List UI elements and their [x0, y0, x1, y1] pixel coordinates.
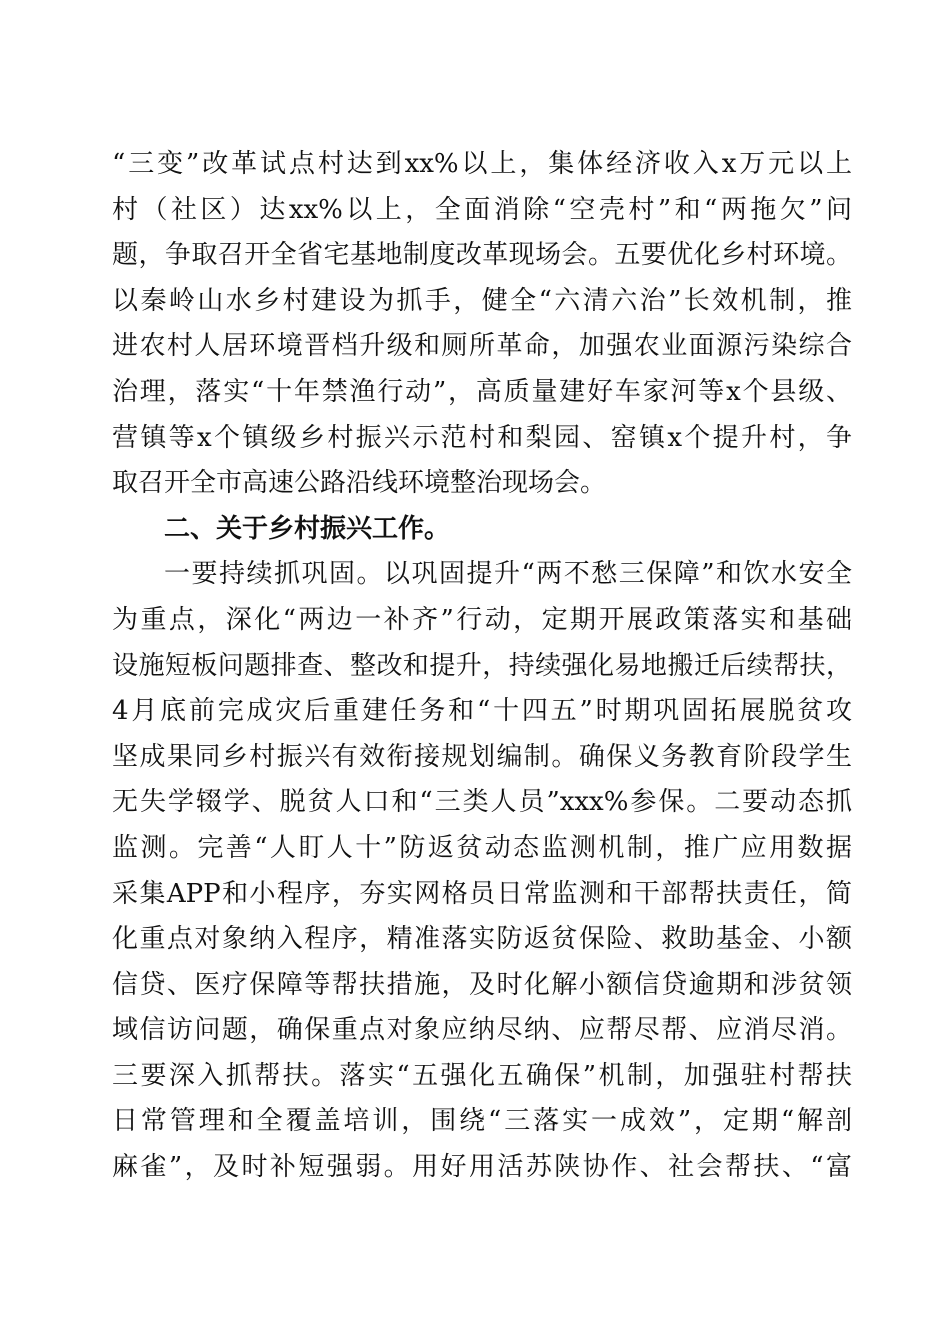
text-line: 一要持续抓巩固。以巩固提升“两不愁三保障”和饮水安全: [164, 559, 852, 590]
text-line: 采集APP和小程序，夯实网格员日常监测和干部帮扶责任，简: [112, 878, 852, 909]
text-line: 以秦岭山水乡村建设为抓手，健全“六清六治”长效机制，推: [112, 285, 852, 316]
text-line: 题，争取召开全省宅基地制度改革现场会。五要优化乡村环境。: [112, 240, 852, 271]
text-line: 三要深入抓帮扶。落实“五强化五确保”机制，加强驻村帮扶: [112, 1060, 852, 1091]
text-line: 进农村人居环境晋档升级和厕所革命，加强农业面源污染综合: [112, 331, 852, 362]
text-line: 麻雀”，及时补短强弱。用好用活苏陕协作、社会帮扶、“富: [112, 1152, 852, 1183]
text-line: 4月底前完成灾后重建任务和“十四五”时期巩固拓展脱贫攻: [112, 696, 852, 727]
text-line: “三变”改革试点村达到xx%以上，集体经济收入x万元以上: [112, 149, 852, 179]
text-line: 域信访问题，确保重点对象应纳尽纳、应帮尽帮、应消尽消。: [112, 1015, 852, 1046]
text-line: 信贷、医疗保障等帮扶措施，及时化解小额信贷逾期和涉贫领: [112, 969, 852, 1000]
text-line: 营镇等x个镇级乡村振兴示范村和梨园、窑镇x个提升村，争: [112, 422, 852, 453]
text-line: 设施短板问题排查、整改和提升，持续强化易地搬迁后续帮扶，: [112, 650, 852, 681]
text-line: 无失学辍学、脱贫人口和“三类人员”xxx%参保。二要动态抓: [112, 787, 852, 818]
text-line: 为重点，深化“两边一补齐”行动，定期开展政策落实和基础: [112, 604, 852, 635]
text-line: 取召开全市高速公路沿线环境整治现场会。: [112, 468, 607, 499]
text-line: 治理，落实“十年禁渔行动”，高质量建好车家河等x个县级、: [112, 376, 852, 407]
text-line: 监测。完善“人盯人十”防返贫动态监测机制，推广应用数据: [112, 832, 852, 863]
text-line: 化重点对象纳入程序，精准落实防返贫保险、救助基金、小额: [112, 924, 852, 955]
paragraph-1: [112, 142, 852, 507]
body-text: [112, 142, 852, 1191]
text-line: 日常管理和全覆盖培训，围绕“三落实一成效”，定期“解剖: [112, 1106, 852, 1137]
section-heading: 二、关于乡村振兴工作。: [164, 513, 451, 544]
paragraph-2: [112, 552, 852, 1190]
text-line: 坚成果同乡村振兴有效衔接规划编制。确保义务教育阶段学生: [112, 741, 852, 772]
text-line: 村（社区）达xx%以上，全面消除“空壳村”和“两拖欠”问: [112, 194, 852, 225]
